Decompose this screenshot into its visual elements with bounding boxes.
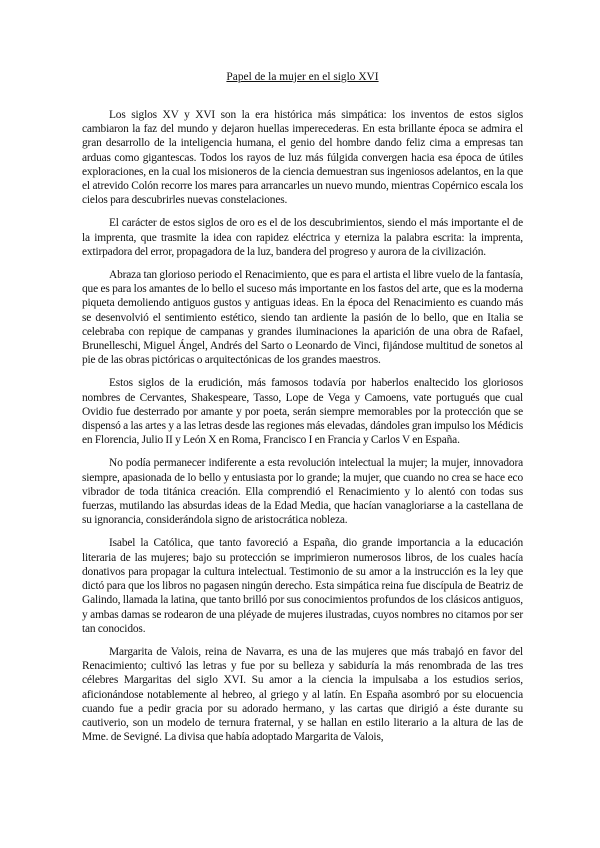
paragraph-7: Margarita de Valois, reina de Navarra, es una de las mujeres que más trabajó en favor del Renacimiento; cultivó las letras y fue por su belleza y sabiduría la más renombrada de las tres célebres Margaritas del siglo XVI. Su amor a la ciencia la impulsaba a los estudios serios, aficionándose notablemente al hebreo, al griego y al latín. En España asombró por su elocuencia cuando fue a pedir gracia por su adorado hermano, y las cartas que dirigió a éste durante su cautiverio, son un modelo de ternura fraternal, y se hallan en estilo literario a la altura de las de Mme. de Sevigné. La divisa que había adoptado Margarita de Valois, — [82, 645, 523, 744]
paragraph-3: Abraza tan glorioso periodo el Renacimiento, que es para el artista el libre vuelo de la fantasía, que es para los amantes de lo bello el suceso más importante en los fastos del arte, que es la moderna piqueta demoliendo antiguos gustos y antiguas ideas. En la época del Renacimiento es cuando más se desenvolvió el sentimiento estético, siendo tan ardiente la pasión de lo bello, que en Italia se celebraba con repique de campanas y grandes iluminaciones la aparición de una obra de Rafael, Brunelleschi, Miguel Ángel, Andrés del Sarto o Leonardo de Vinci, fijándose multitud de sonetos al pie de las obras pictóricas o arquitectónicas de los grandes maestros. — [82, 269, 523, 367]
paragraph-1: Los siglos XV y XVI son la era histórica más simpática: los inventos de estos siglos cambiaron la faz del mundo y dejaron huellas imperecederas. En esta brillante época se admira el gran desarrollo de la inteligencia humana, el genio del hombre dando feliz cima a empresas tan arduas como gigantescas. Todos los rayos de luz más fúlgida convergen hacia esa época de útiles exploraciones, en la cual los misioneros de la ciencia demuestran sus ingeniosos adelantos, en la que el atrevido Colón recorre los mares para arrancarles un nuevo mundo, mientras Copérnico escala los cielos para descubrirles nuevas constelaciones. — [82, 109, 523, 207]
document-page — [82, 70, 523, 753]
paragraph-5: No podía permanecer indiferente a esta revolución intelectual la mujer; la mujer, innovadora siempre, apasionada de lo bello y entusiasta por lo grande; la mujer, que cuando no crea se hace eco vibrador de toda titánica creación. Ella comprendió el Renacimiento y lo alentó con todas sus fuerzas, mutilando las absurdas ideas de la Edad Media, que hacían vanagloriarse a la castellana de su ignorancia, considerándola signo de aristocrática nobleza. — [82, 457, 523, 527]
document-title: Papel de la mujer en el siglo XVI — [226, 71, 379, 83]
paragraph-4: Estos siglos de la erudición, más famosos todavía por haberlos enaltecido los gloriosos nombres de Cervantes, Shakespeare, Tasso, Lope de Vega y Camoens, vate portugués que cual Ovidio fue desterrado por amante y por poeta, serán siempre memorables por la protección que se dispensó a las artes y a las letras desde las regiones más elevadas, dándoles gran impulso los Médicis en Florencia, Julio II y León X en Roma, Francisco I en Francia y Carlos V en España. — [82, 377, 523, 447]
paragraph-2: El carácter de estos siglos de oro es el de los descubrimientos, siendo el más importante el de la imprenta, que trasmite la idea con rapidez eléctrica y eterniza la palabra escrita: la imprenta, extirpadora del error, propagadora de la luz, bandera del progreso y aurora de la civilización. — [82, 217, 523, 258]
paragraph-6: Isabel la Católica, que tanto favoreció a España, dio grande importancia a la educación literaria de las mujeres; bajo su protección se imprimieron numerosos libros, de los cuales hacía donativos para propagar la cultura intelectual. Testimonio de su amor a la instrucción es la ley que dictó para que los libros no pagasen ningún derecho. Esta simpática reina fue discípula de Beatriz de Galindo, llamada la latina, que tanto brilló por sus conocimientos profundos de los clásicos antiguos, y ambas damas se rodearon de una pléyade de mujeres ilustradas, cuyos nombres no citamos por ser tan conocidos. — [82, 537, 523, 635]
